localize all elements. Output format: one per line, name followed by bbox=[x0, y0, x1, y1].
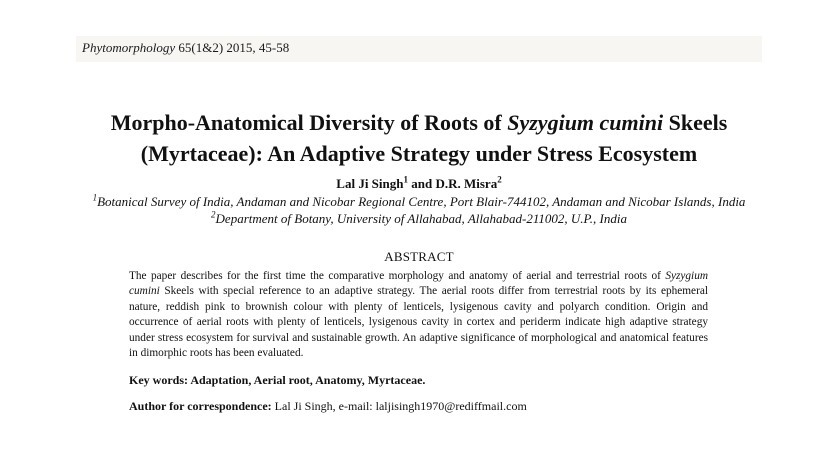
abstract-species: Syzygium cumini bbox=[129, 270, 708, 298]
abstract-heading: ABSTRACT bbox=[384, 249, 454, 264]
journal-volume-pages: 65(1&2) 2015, 45-58 bbox=[178, 40, 290, 55]
correspondence-details: Lal Ji Singh, e-mail: laljisingh1970@rediffmail.com bbox=[271, 399, 527, 413]
keywords-line: Key words: Adaptation, Aerial root, Anatomy, Myrtaceae. bbox=[129, 373, 426, 387]
title-text-part1: Morpho-Anatomical Diversity of Roots of bbox=[110, 110, 508, 135]
paper-title bbox=[0, 107, 838, 169]
journal-name: Phytomorphology bbox=[82, 40, 176, 55]
title-text-part2: Skeels bbox=[663, 110, 728, 135]
affiliation-1 bbox=[0, 194, 838, 210]
abstract-lead-text: The paper describes for the first time the comparative morphology and anatomy of aerial and terrestrial roots of bbox=[129, 270, 666, 282]
affiliation-2 bbox=[0, 211, 838, 227]
abstract-body-text: Skeels with special reference to an adaptive strategy. The aerial roots differ from terrestrial roots by its ephemeral nature, reddish pink to brownish colour with plenty of lenticels, lysigenous cavity and polyarch condition. Origin and occurrence of aerial roots with plenty of lenticels, lysigenous cavity in cortex and periderm indicate high adaptive strategy under stress ecosystem for survival and sustainable growth. An adaptive significance of morphological and anatomical features in dimorphic roots has been evaluated. bbox=[129, 285, 708, 360]
affiliation-2-text: Department of Botany, University of Allahabad, Allahabad-211002, U.P., India bbox=[215, 211, 627, 226]
affiliation-2-mark: 2 bbox=[211, 209, 216, 220]
journal-citation bbox=[82, 40, 289, 56]
author-1-affiliation-mark: 1 bbox=[403, 174, 408, 185]
author-list bbox=[0, 176, 838, 192]
affiliation-1-mark: 1 bbox=[92, 192, 98, 203]
title-line-1 bbox=[0, 107, 838, 138]
affiliation-1-text: Botanical Survey of India, Andaman and Nicobar Regional Centre, Port Blair-744102, Andaman and Nicobar Islands, India bbox=[97, 194, 746, 209]
author-2-affiliation-mark: 2 bbox=[497, 174, 502, 185]
author-1: Lal Ji Singh bbox=[336, 176, 404, 191]
correspondence-label: Author for correspondence: bbox=[129, 399, 272, 413]
correspondence-line bbox=[129, 399, 527, 414]
title-species: Syzygium cumini bbox=[507, 110, 664, 135]
title-line-2: (Myrtaceae): An Adaptive Strategy under Stress Ecosystem bbox=[140, 141, 698, 166]
author-2: D.R. Misra bbox=[435, 176, 498, 191]
author-joiner: and bbox=[407, 176, 436, 191]
abstract-paragraph bbox=[129, 269, 708, 361]
